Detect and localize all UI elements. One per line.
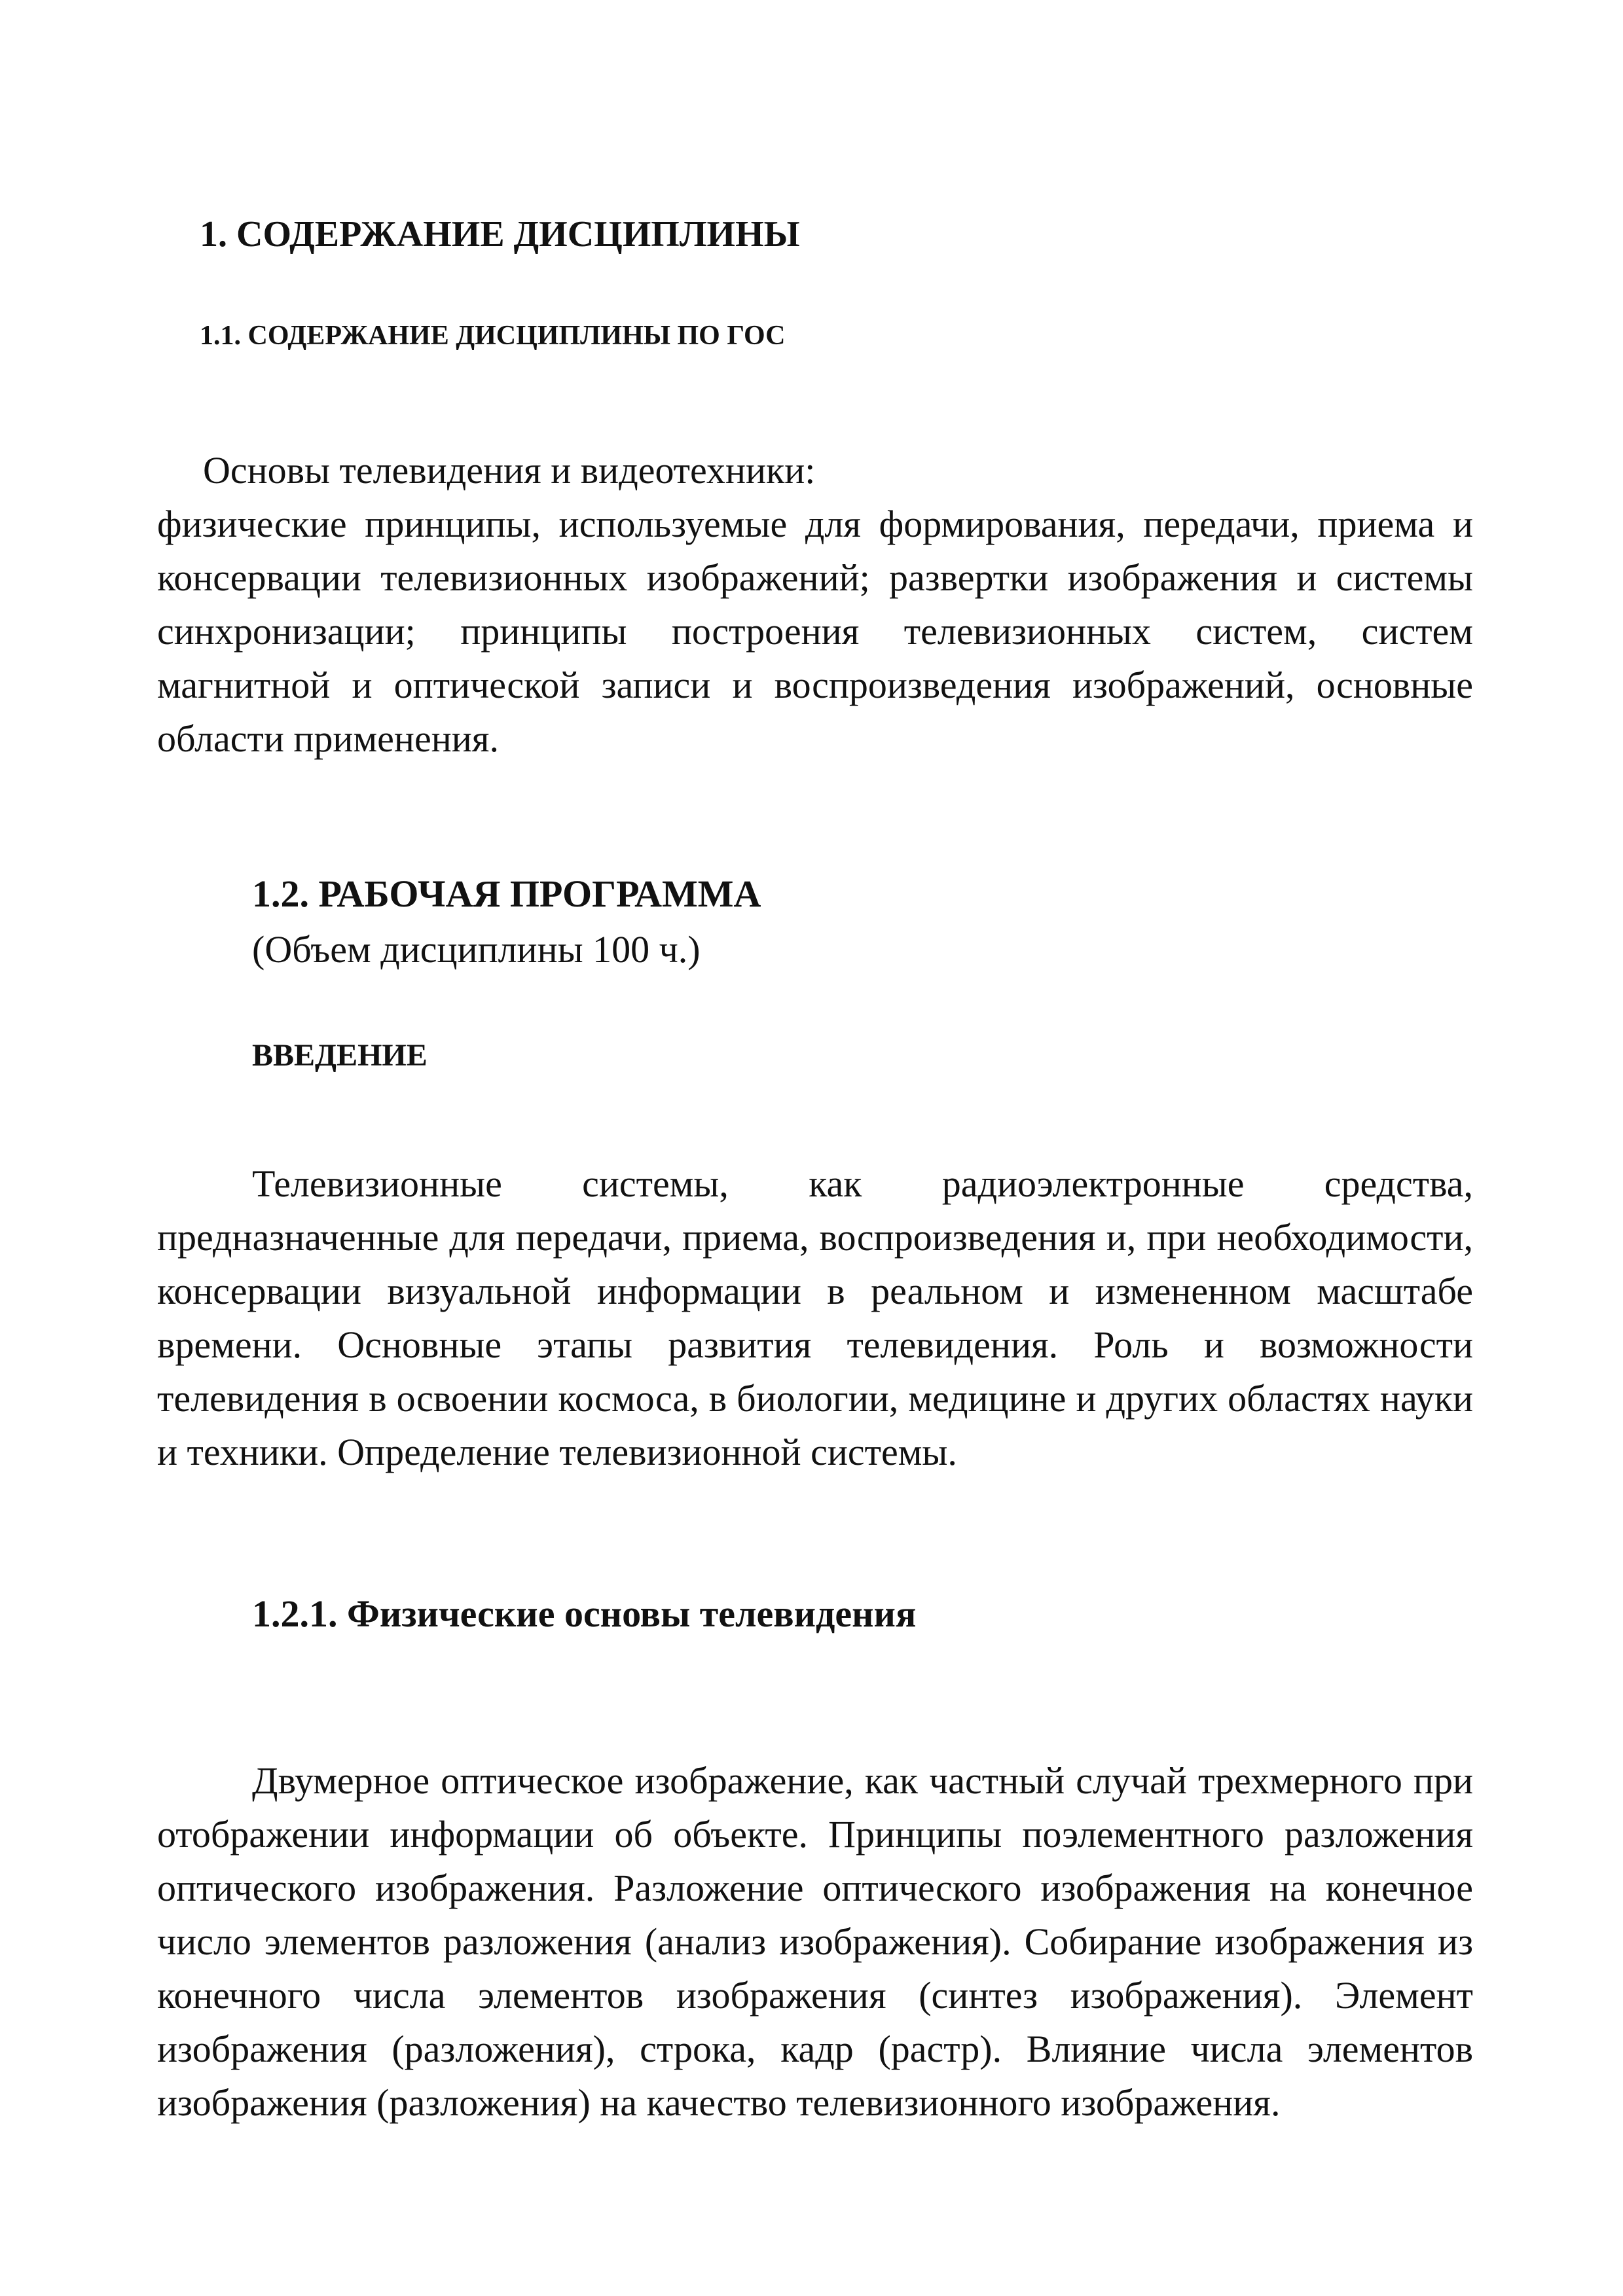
work-program-title: 1.2. РАБОЧАЯ ПРОГРАММА — [252, 872, 761, 915]
introduction-paragraph: Телевизионные системы, как радиоэлектронные средства, предназначенные для передачи, приема, воспроизведения и, при необходимости, консервации визуальной информации в реальном и измененном масштабе времени. Основные этапы развития телевидения. Роль и возможности телевидения в освоении космоса, в биологии, медицине и других областях науки и техники. Определение телевизионной системы. — [157, 1162, 1473, 1473]
gos-intro-line: Основы телевидения и видеотехники: — [203, 449, 816, 492]
physics-paragraph: Двумерное оптическое изображение, как частный случай трехмерного при отображении информации об объекте. Принципы поэлементного разложения оптического изображения. Разложение оптического изображения на конечное число элементов разложения (анализ изображения). Собирание изображения из конечного числа элементов изображения (синтез изображения). Элемент изображения (разложения), строка, кадр (растр). Влияние числа элементов изображения (разложения) на качество телевизионного изображения. — [157, 1759, 1473, 2124]
subsection-gos-title: 1.1. СОДЕРЖАНИЕ ДИСЦИПЛИНЫ ПО ГОС — [200, 321, 786, 351]
discipline-volume: (Объем дисциплины 100 ч.) — [252, 928, 701, 971]
introduction-heading: ВВЕДЕНИЕ — [252, 1038, 428, 1073]
gos-content-paragraph: физические принципы, используемые для формирования, передачи, приема и консервации телевизионных изображений; развертки изображения и системы синхронизации; принципы построения телевизионных систем, систем магнитной и оптической записи и воспроизведения изображений, основные области применения. — [157, 503, 1473, 760]
physics-section-heading: 1.2.1. Физические основы телевидения — [252, 1592, 917, 1635]
section-title: 1. СОДЕРЖАНИЕ ДИСЦИПЛИНЫ — [200, 214, 800, 255]
